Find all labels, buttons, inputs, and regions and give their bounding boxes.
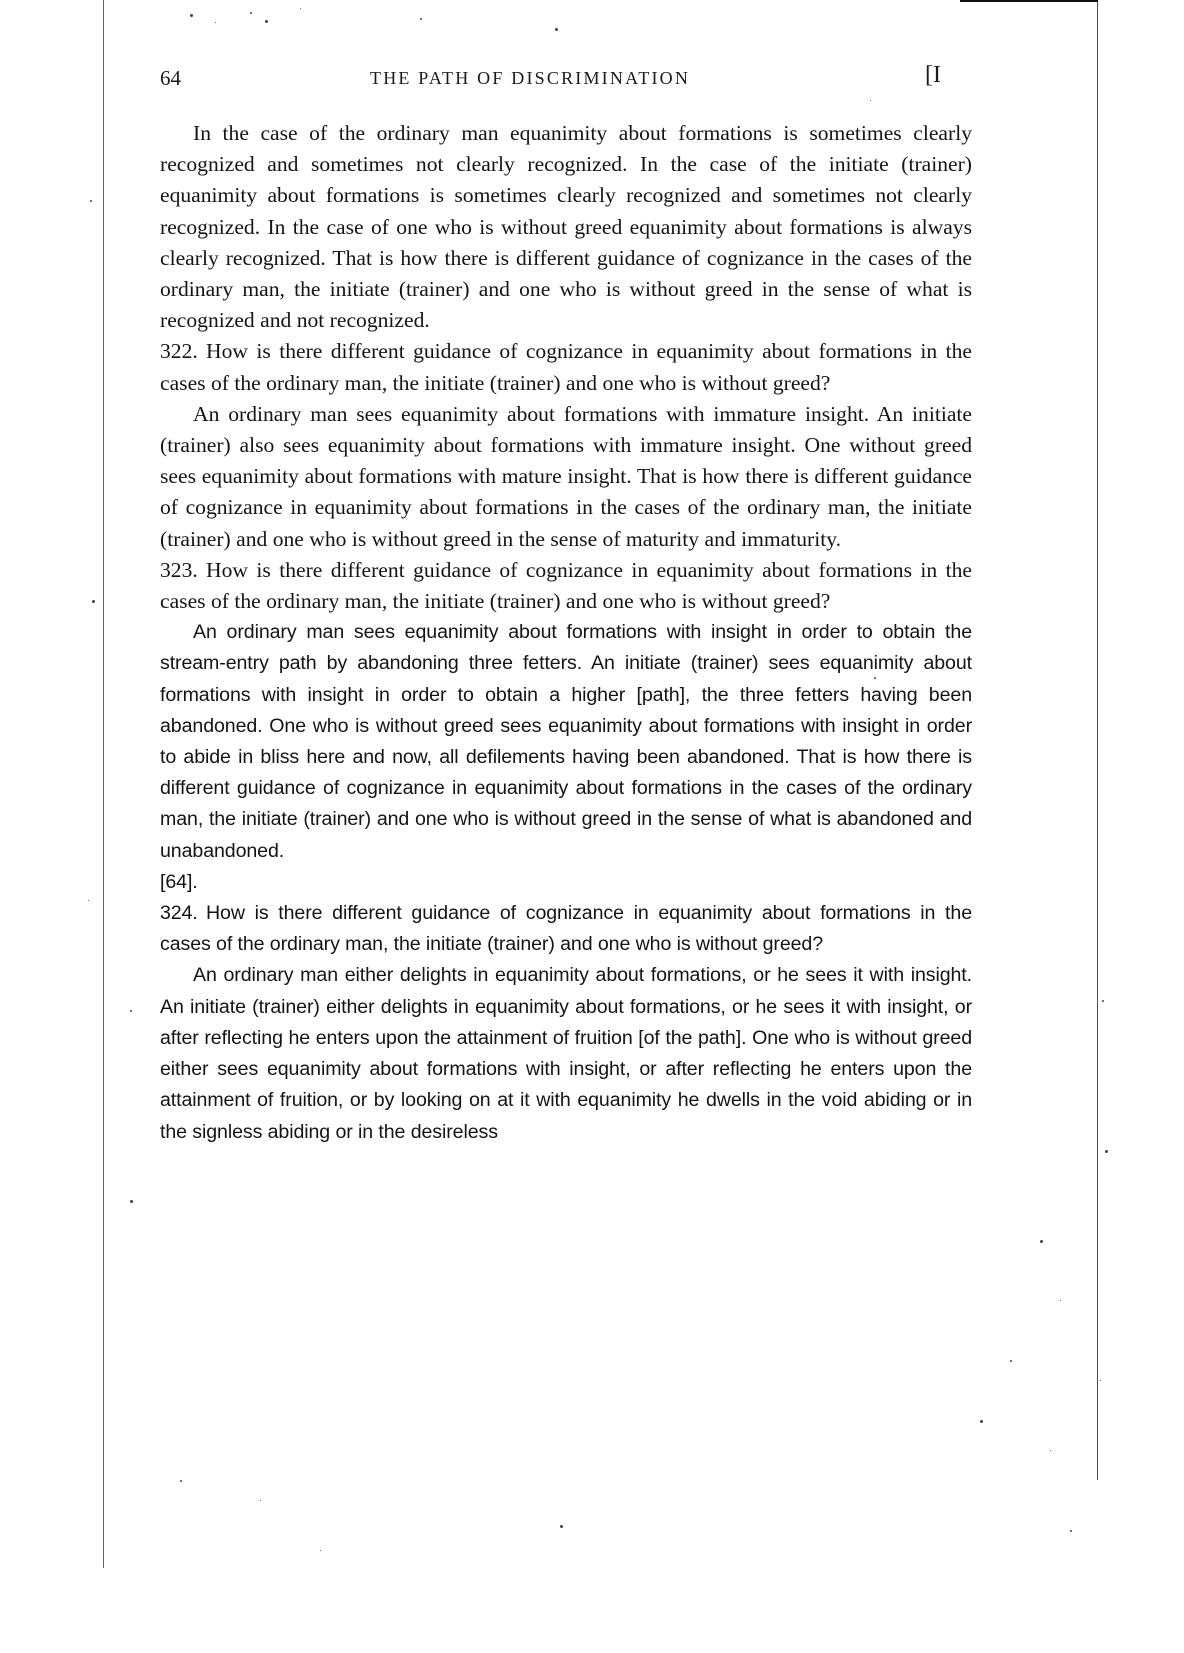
- scan-speck: [300, 8, 301, 9]
- question-text: How is there different guidance of cognizance in equanimity about formations in the cases of the ordinary man, the initiate (trainer) and one who is without greed?: [160, 557, 972, 614]
- paragraph-text: An ordinary man sees equanimity about formations with insight in order to obtain the stream-entry path by abandoning three fetters. An initiate (trainer) sees equanimity about formations with insight in order to obtain a higher [path], the three fetters having been abandoned. One who is without greed sees equanimity about formations with insight in order to abide in bliss here and now, all defilements having been abandoned. That is how there is different guidance of cognizance in equanimity about formations in the cases of the ordinary man, the initiate (trainer) and one who is without greed in the sense of what is abandoned and unabandoned.: [160, 621, 972, 862]
- paragraph-text: An ordinary man sees equanimity about formations with immature insight. An initiate (trainer) also sees equanimity about formations with immature insight. One without greed sees equanimity about formations with mature insight. That is how there is different guidance of cognizance in equanimity about formations in the cases of the ordinary man, the initiate (trainer) and one who is without greed in the sense of maturity and immaturity.: [160, 401, 972, 551]
- scan-speck: [874, 677, 876, 679]
- scan-speck: [1050, 1450, 1051, 1451]
- scan-speck: [555, 28, 558, 31]
- question-number: 322.: [160, 339, 198, 364]
- paragraph-fruition: [160, 960, 972, 1147]
- scan-speck: [265, 20, 268, 23]
- scan-speck: [420, 18, 422, 20]
- scan-speck: [260, 1500, 261, 1501]
- scan-speck: [1102, 1000, 1104, 1002]
- scan-speck: [1040, 1240, 1043, 1243]
- page-edge-left: [103, 0, 104, 1568]
- question-324: [160, 898, 972, 960]
- paragraph-maturity: [160, 399, 972, 555]
- scan-speck: [190, 14, 193, 17]
- paragraph-recognition: [160, 118, 972, 336]
- body-text: [160, 118, 972, 1148]
- chapter-bracket-mark: [I: [925, 62, 941, 88]
- scan-speck: [1060, 1300, 1061, 1301]
- scan-speck: [870, 100, 871, 101]
- question-323: [160, 555, 972, 617]
- paragraph-text: An ordinary man either delights in equanimity about formations, or he sees it with insight. An initiate (trainer) either delights in equanimity about formations, or he sees it with insight, or after reflecting he enters upon the attainment of fruition [of the path]. One who is without greed either sees equanimity about formations with insight, or after reflecting he enters upon the attainment of fruition, or by looking on at it with equanimity he dwells in the void abiding or in the signless abiding or in the desireless: [160, 964, 972, 1143]
- scan-speck: [1070, 1530, 1072, 1532]
- scan-speck: [320, 1550, 321, 1551]
- page-edge-top: [960, 0, 1098, 2]
- scan-speck: [1100, 1380, 1101, 1381]
- scan-speck: [130, 1200, 133, 1203]
- scan-speck: [180, 1480, 182, 1482]
- scan-speck: [1010, 1360, 1012, 1362]
- question-text: How is there different guidance of cognizance in equanimity about formations in the cases of the ordinary man, the initiate (trainer) and one who is without greed?: [160, 902, 972, 956]
- page-header: [160, 62, 960, 96]
- scan-speck: [560, 1525, 563, 1528]
- scan-speck: [92, 600, 95, 603]
- scan-speck: [1105, 1150, 1108, 1153]
- scan-speck: [130, 1010, 132, 1012]
- scan-speck: [215, 22, 216, 23]
- running-title: THE PATH OF DISCRIMINATION: [370, 68, 691, 88]
- page-number: 64: [160, 66, 181, 90]
- question-322: [160, 336, 972, 398]
- scan-speck: [88, 900, 89, 901]
- paragraph-abandoned: [160, 617, 972, 898]
- scan-speck: [250, 12, 252, 14]
- paragraph-text: In the case of the ordinary man equanimity about formations is sometimes clearly recognized and sometimes not clearly recognized. In the case of the initiate (trainer) equanimity about formations is sometimes clearly recognized and sometimes not clearly recognized. In the case of one who is without greed equanimity about formations is always clearly recognized. That is how there is different guidance of cognizance in the cases of the ordinary man, the initiate (trainer) and one who is without greed in the sense of what is recognized and not recognized.: [160, 121, 972, 333]
- question-number: 323.: [160, 557, 198, 582]
- page-edge-right: [1097, 0, 1098, 1480]
- question-number: 324.: [160, 902, 198, 925]
- question-text: How is there different guidance of cognizance in equanimity about formations in the cases of the ordinary man, the initiate (trainer) and one who is without greed?: [160, 339, 972, 395]
- scan-speck: [90, 200, 92, 202]
- scan-speck: [980, 1420, 983, 1423]
- source-reference: [64].: [160, 870, 198, 893]
